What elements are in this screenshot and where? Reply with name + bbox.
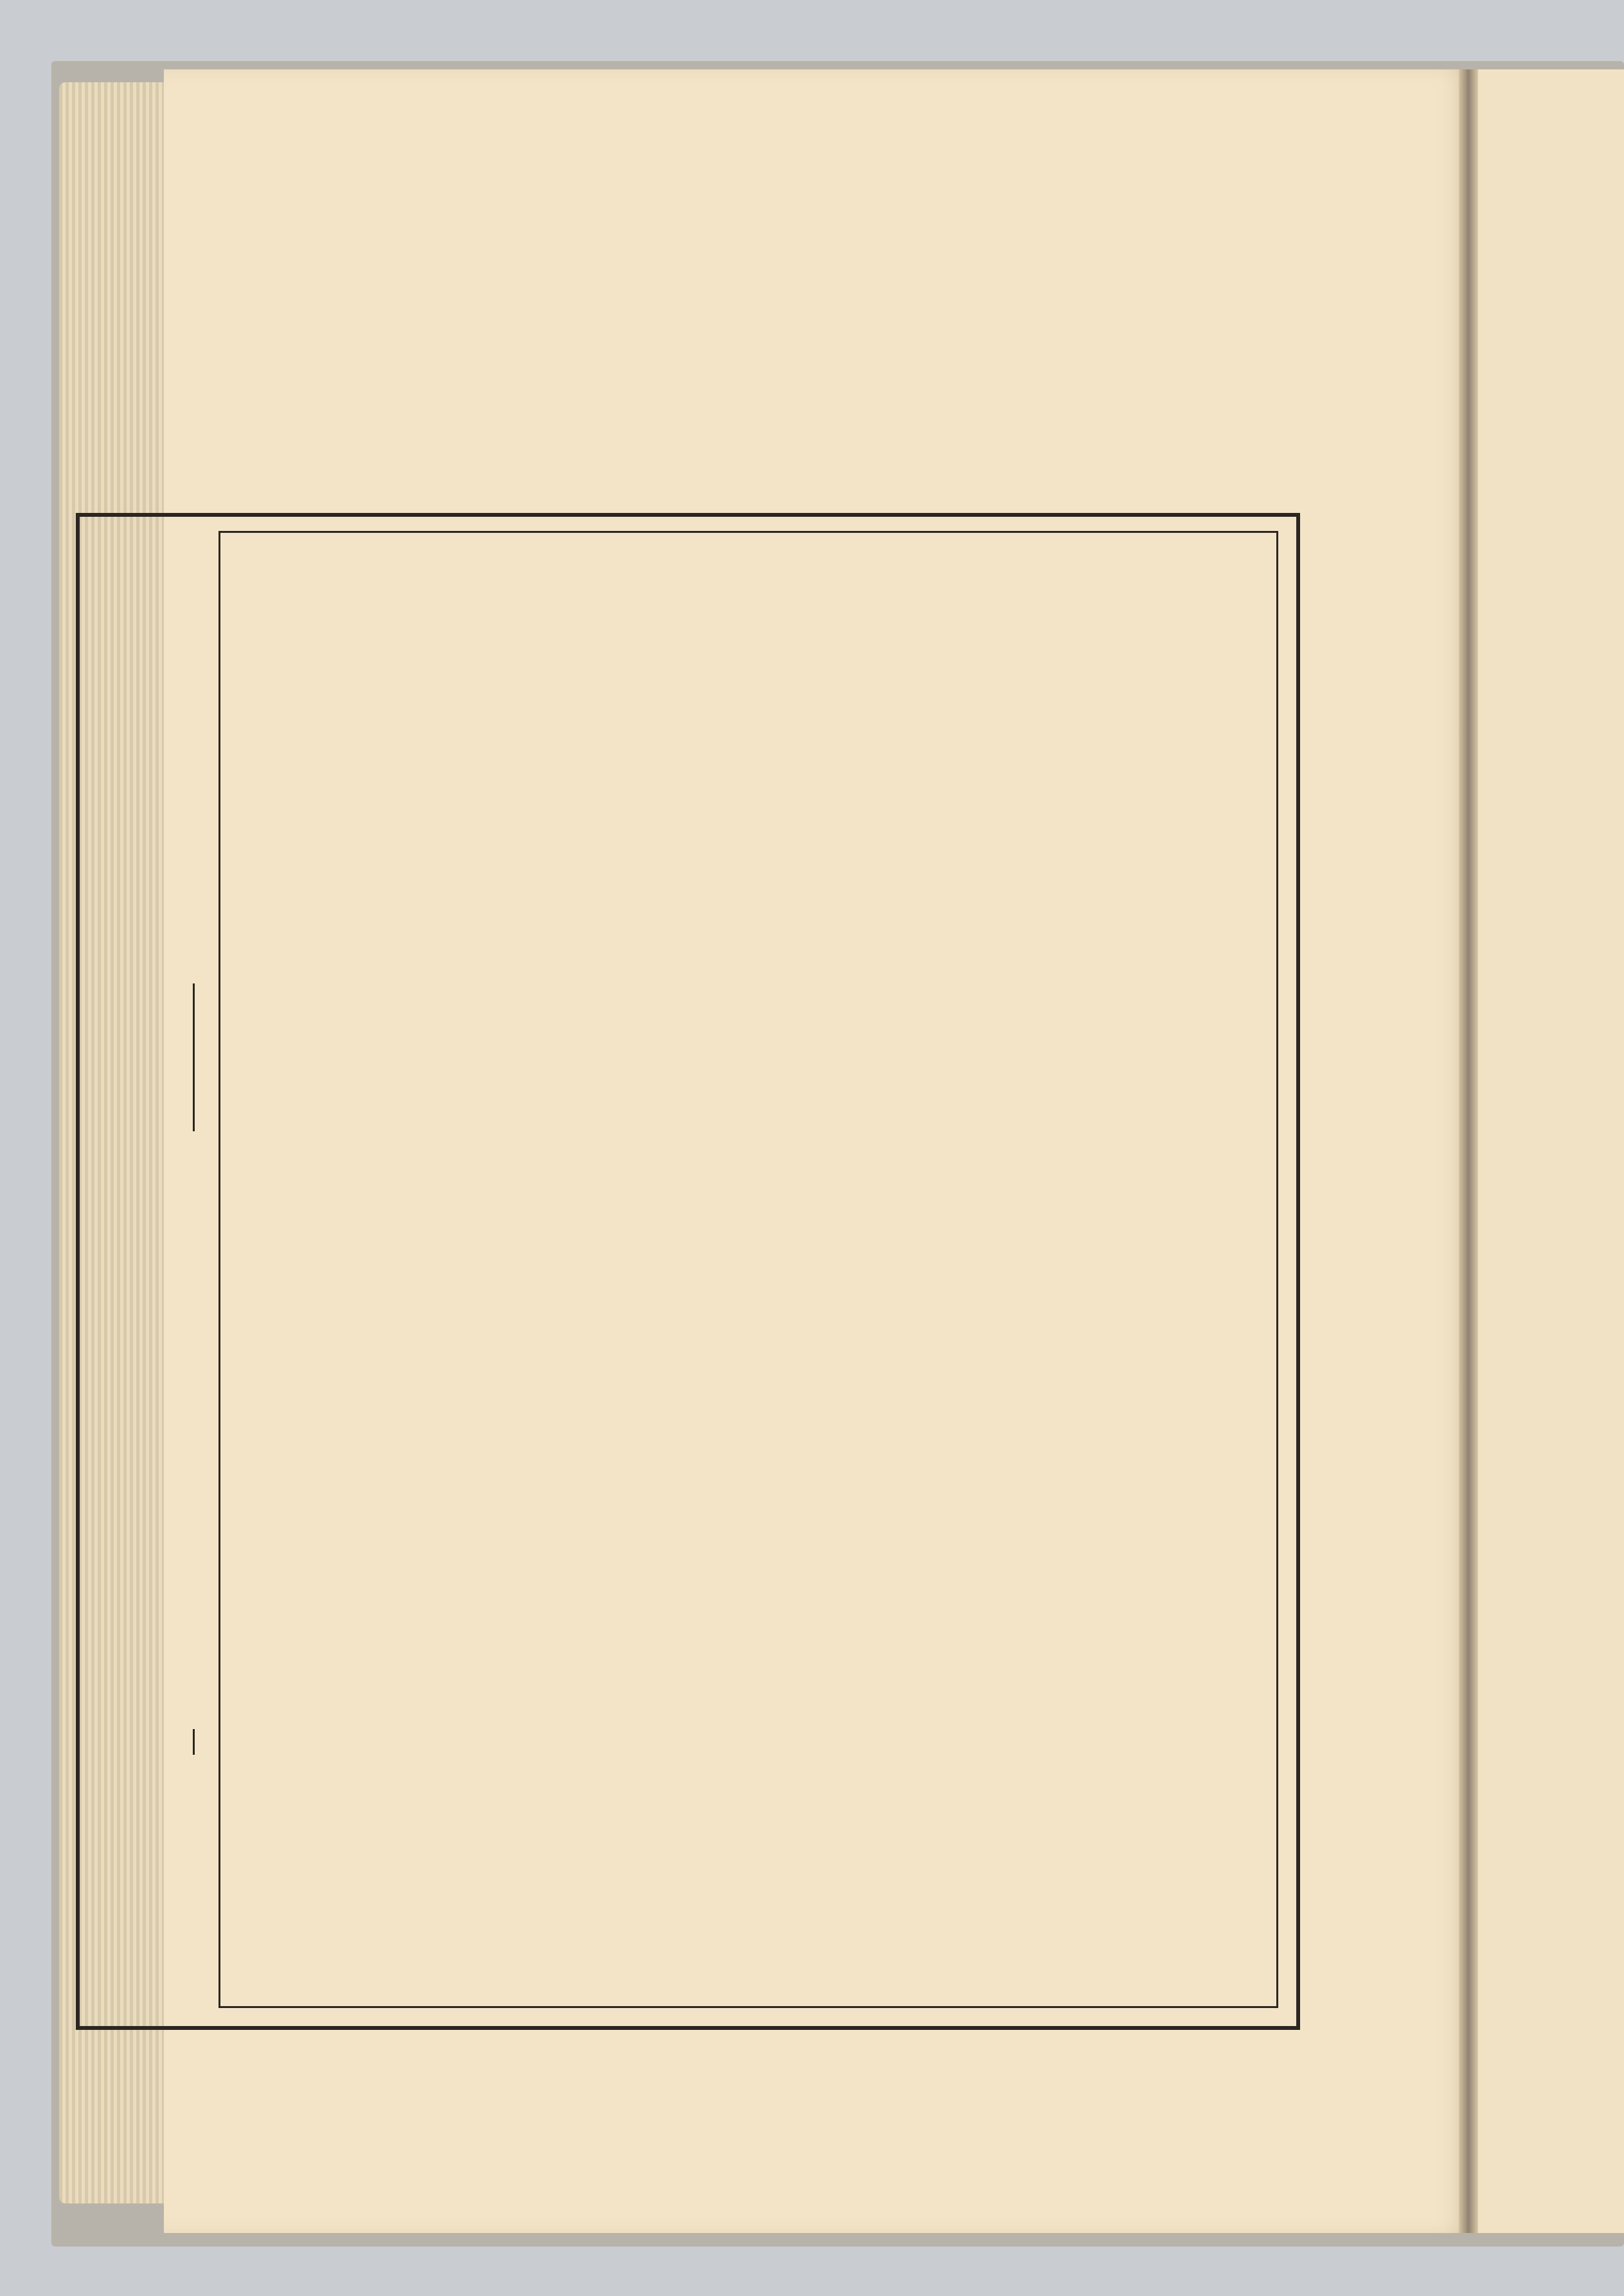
margin-page-number — [168, 1735, 220, 1928]
facing-page — [1478, 69, 1624, 2233]
book-gutter — [1459, 69, 1478, 2233]
margin-volume — [108, 977, 172, 1106]
page-frame-inner — [219, 531, 1278, 2008]
entry-heading — [970, 559, 1035, 688]
margin-section — [162, 1157, 213, 1517]
margin-rule — [193, 983, 195, 1131]
